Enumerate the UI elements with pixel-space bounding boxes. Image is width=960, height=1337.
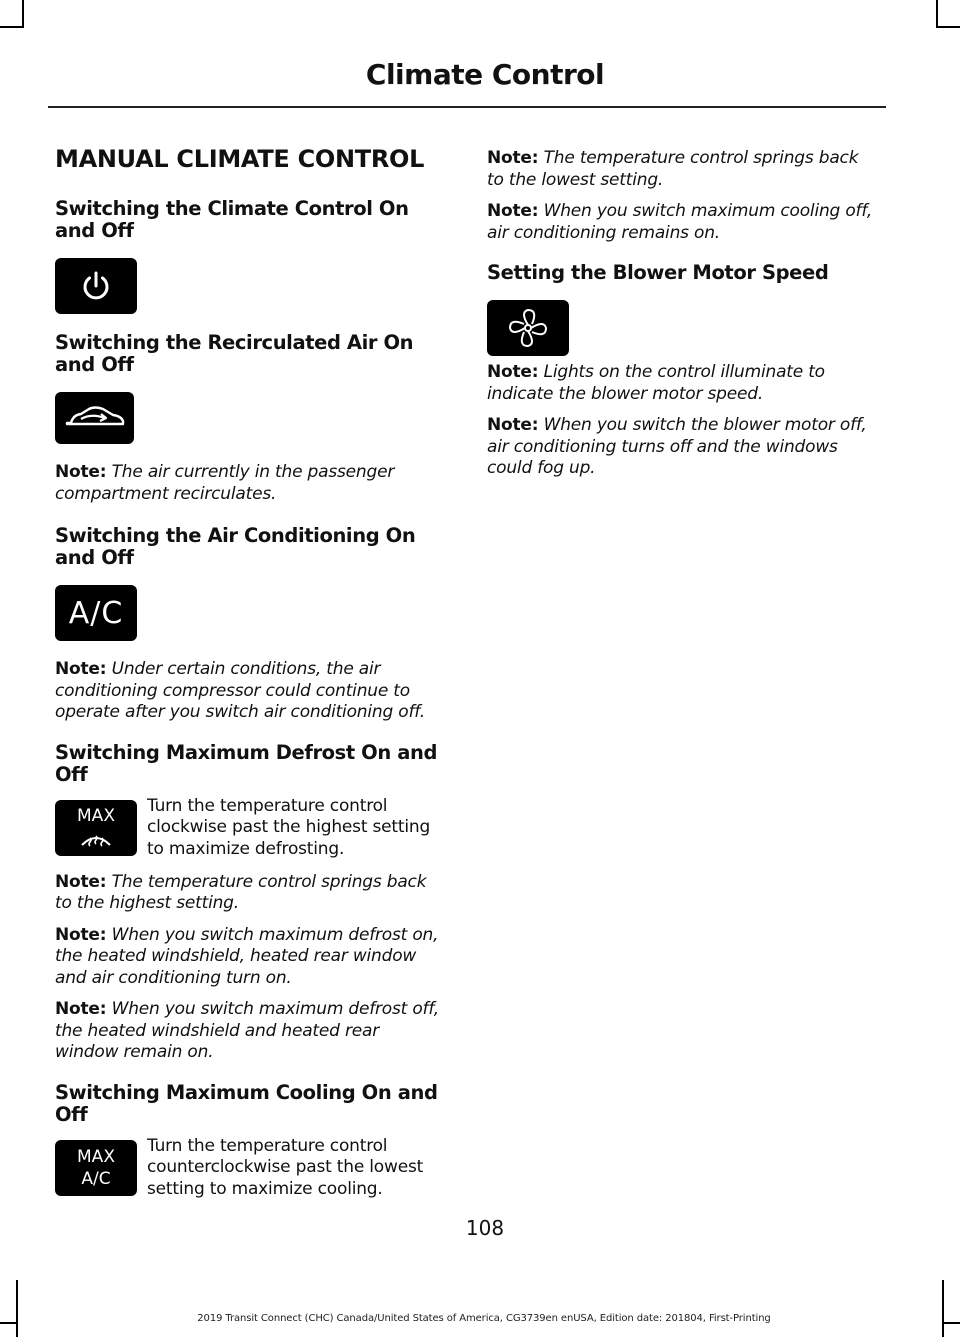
max-defrost-icon xyxy=(55,800,137,856)
note-label: Note: xyxy=(55,871,107,892)
note-label: Note: xyxy=(55,999,107,1019)
max-ac-icon-label-top: MAX xyxy=(77,1146,115,1167)
max-defrost-body: Turn the temperature control clockwise past the highest setting to maximize defrosting. xyxy=(147,795,431,859)
crop-mark-top-left-v xyxy=(22,0,24,28)
note-label: Note: xyxy=(487,201,539,221)
footer-edition-text: 2019 Transit Connect (CHC) Canada/United States of America, CG3739en enUSA, Edition date: 201804, First-Printing xyxy=(197,1313,771,1324)
note-label: Note: xyxy=(487,415,539,435)
page-number: 108 xyxy=(465,1216,505,1240)
ac-icon-label: A/C xyxy=(68,595,124,631)
heading-blower: Setting the Blower Motor Speed xyxy=(487,261,829,284)
heading-ac: Switching the Air Conditioning On and Off xyxy=(55,524,416,569)
note-text-blower-1: Lights on the control illuminate to indicate the blower motor speed. xyxy=(487,362,825,404)
crop-mark-top-right-h xyxy=(938,26,960,28)
header-rule xyxy=(48,106,886,108)
max-ac-icon xyxy=(55,1140,137,1196)
ac-icon xyxy=(55,585,137,641)
recirculate-air-icon xyxy=(55,392,134,444)
note-label: Note: xyxy=(487,362,539,382)
note-text-defrost-1: The temperature control springs back to the highest setting. xyxy=(55,871,427,913)
crop-mark-top-right-v xyxy=(936,0,938,28)
max-ac-icon-label-bottom: A/C xyxy=(81,1168,111,1189)
section-title: MANUAL CLIMATE CONTROL xyxy=(55,145,425,173)
left-column xyxy=(55,142,447,1202)
note-text-defrost-3: When you switch maximum defrost off, the heated windshield and heated rear window remain on. xyxy=(55,999,440,1062)
heading-max-defrost: Switching Maximum Defrost On and Off xyxy=(55,740,438,786)
note-text-defrost-2: When you switch maximum defrost on, the heated windshield, heated rear window and air conditioning turn on. xyxy=(55,924,439,988)
crop-mark-bottom-right-v xyxy=(942,1280,944,1337)
note-text-blower-2: When you switch the blower motor off, air conditioning turns off and the windows could fog up. xyxy=(487,415,867,478)
note-label: Note: xyxy=(55,659,107,679)
note-text-ac: Under certain conditions, the air conditioning compressor could continue to operate after you switch air conditioning off. xyxy=(55,659,425,722)
fan-icon xyxy=(487,300,569,356)
heading-max-cooling: Switching Maximum Cooling On and Off xyxy=(55,1080,438,1126)
note-text-recirc: The air currently in the passenger compartment recirculates. xyxy=(55,462,395,504)
max-defrost-icon-label: MAX xyxy=(77,805,115,826)
max-cooling-body: Turn the temperature control counterclockwise past the lowest setting to maximize cooling. xyxy=(147,1135,424,1199)
note-label: Note: xyxy=(487,148,539,168)
note-text-cooling-1: The temperature control springs back to the lowest setting. xyxy=(487,148,859,190)
page-header-title: Climate Control xyxy=(365,58,605,91)
heading-recirc: Switching the Recirculated Air On and Off xyxy=(55,331,414,376)
crop-mark-bottom-left-v xyxy=(16,1280,18,1337)
note-text-cooling-2: When you switch maximum cooling off, air conditioning remains on. xyxy=(487,201,873,243)
crop-mark-top-left-h xyxy=(0,26,22,28)
heading-climate-on-off: Switching the Climate Control On and Off xyxy=(55,197,409,242)
note-label: Note: xyxy=(55,462,107,482)
right-column xyxy=(487,148,879,490)
note-label: Note: xyxy=(55,924,107,945)
power-icon xyxy=(55,258,137,314)
